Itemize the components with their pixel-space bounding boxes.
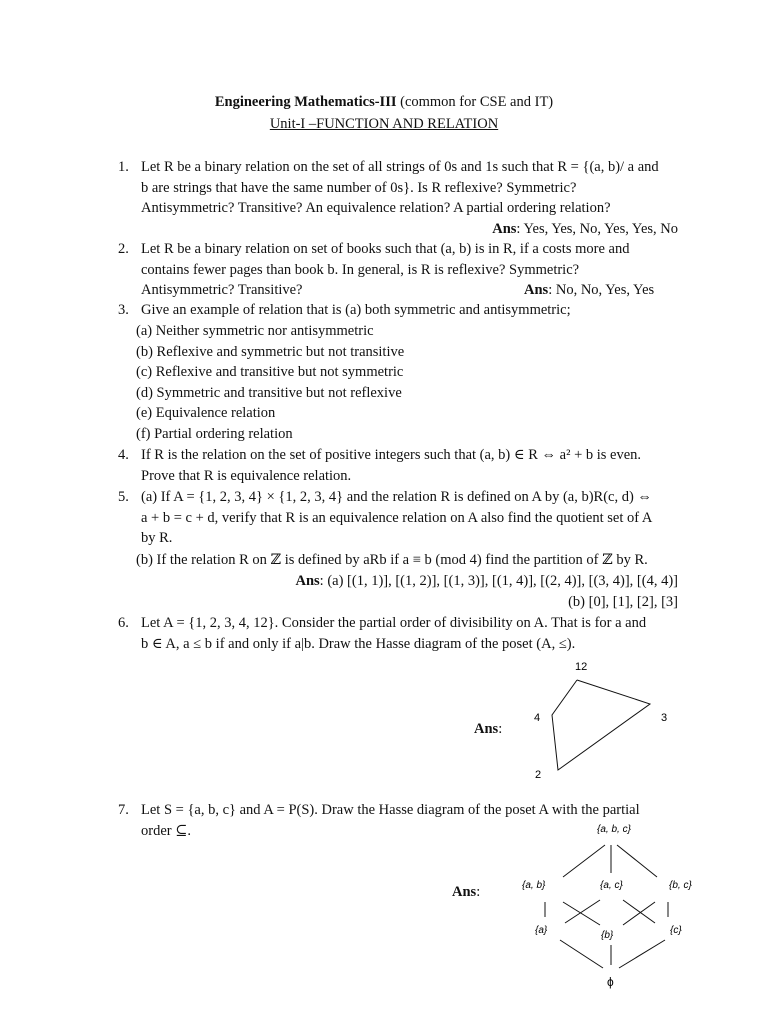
question-line: Let R be a binary relation on set of books such that (a, b) is in R, if a costs more and	[141, 241, 630, 257]
answer: Ans: No, No, Yes, Yes	[524, 282, 655, 299]
question-line: If R is the relation on the set of positive integers such that (a, b) ∈ R ⇔ a² + b is even.	[141, 447, 642, 463]
node-c: {c}	[670, 925, 682, 936]
question-line: by R.	[141, 530, 173, 547]
hasse-edges	[545, 845, 668, 968]
node-3: 3	[661, 712, 668, 724]
question-line: Let R be a binary relation on the set of all strings of 0s and 1s such that R = {(a, b)/ a and	[141, 159, 659, 175]
course-note: (common for CSE and IT)	[400, 94, 554, 110]
question-5	[118, 487, 678, 549]
question-line: a + b = c + d, verify that R is an equivalence relation on A also find the quotient set of A	[141, 509, 653, 526]
question-1	[118, 157, 678, 239]
question-line: contains fewer pages than book b. In general, is R is reflexive? Symmetric?	[141, 261, 580, 278]
answer: (b) [0], [1], [2], [3]	[568, 594, 678, 610]
answer: Ans: (a) [(1, 1)], [(1, 2)], [(1, 3)], [(1, 4)], [(2, 4)], [(3, 4)], [(4, 4)]	[295, 573, 678, 589]
question-number: 3.	[118, 302, 129, 318]
question-number: 2.	[118, 241, 129, 257]
hasse-diagram-power-set	[505, 815, 705, 995]
answer: Ans: Yes, Yes, No, Yes, Yes, No	[492, 220, 678, 237]
sub-item: (f) Partial ordering relation	[136, 426, 293, 442]
question-line: Let S = {a, b, c} and A = P(S). Draw the Hasse diagram of the poset A with the partial	[141, 802, 640, 818]
question-6	[118, 613, 678, 654]
node-12: 12	[575, 661, 588, 673]
question-line: (a) If A = {1, 2, 3, 4} × {1, 2, 3, 4} and the relation R is defined on A by (a, b)R(c, d) ⇔	[141, 489, 652, 505]
question-3	[118, 300, 678, 321]
question-number: 5.	[118, 489, 129, 505]
question-line: b are strings that have the same number of 0s}. Is R reflexive? Symmetric?	[141, 179, 577, 196]
hasse-diagram-divisibility	[520, 655, 690, 785]
sub-item: (a) Neither symmetric nor antisymmetric	[136, 323, 374, 339]
node-4: 4	[534, 712, 541, 724]
node-abc: {a, b, c}	[597, 824, 631, 835]
node-a: {a}	[535, 925, 548, 936]
node-bc: {b, c}	[669, 880, 692, 891]
answer-label: Ans:	[474, 721, 503, 737]
question-line: Let A = {1, 2, 3, 4, 12}. Consider the partial order of divisibility on A. That is for a and	[141, 615, 647, 631]
answer-label: Ans:	[452, 884, 481, 900]
sub-item: (e) Equivalence relation	[136, 405, 276, 421]
question-number: 6.	[118, 615, 129, 631]
question-number: 1.	[118, 159, 129, 175]
node-ab: {a, b}	[522, 880, 546, 891]
question-number: 7.	[118, 802, 129, 818]
sub-item: (b) If the relation R on ℤ is defined by aRb if a ≡ b (mod 4) find the partition of ℤ by R.	[136, 552, 648, 568]
question-line: order ⊆.	[141, 822, 191, 839]
question-line: Antisymmetric? Transitive? An equivalence relation? A partial ordering relation?	[141, 200, 611, 217]
node-empty-set: ϕ	[607, 975, 614, 989]
question-line: b ∈ A, a ≤ b if and only if a|b. Draw the Hasse diagram of the poset (A, ≤).	[141, 635, 576, 652]
hasse-edges	[552, 680, 650, 770]
node-b: {b}	[601, 930, 614, 941]
question-line: Antisymmetric? Transitive? Ans: No, No, Yes, Yes	[141, 280, 678, 301]
question-line: Give an example of relation that is (a) both symmetric and antisymmetric;	[141, 302, 571, 318]
question-number: 4.	[118, 447, 129, 463]
sub-item: (d) Symmetric and transitive but not reflexive	[136, 385, 402, 401]
unit-title: Unit-I –FUNCTION AND RELATION	[269, 116, 499, 132]
course-title	[0, 94, 768, 111]
node-2: 2	[535, 769, 542, 781]
question-2	[118, 239, 678, 301]
sub-item: (c) Reflexive and transitive but not symmetric	[136, 364, 404, 380]
node-ac: {a, c}	[600, 880, 623, 891]
sub-item: (b) Reflexive and symmetric but not transitive	[136, 344, 405, 360]
question-4	[118, 445, 678, 486]
course-name: Engineering Mathematics-III	[214, 94, 397, 110]
question-line: Prove that R is equivalence relation.	[141, 467, 352, 484]
